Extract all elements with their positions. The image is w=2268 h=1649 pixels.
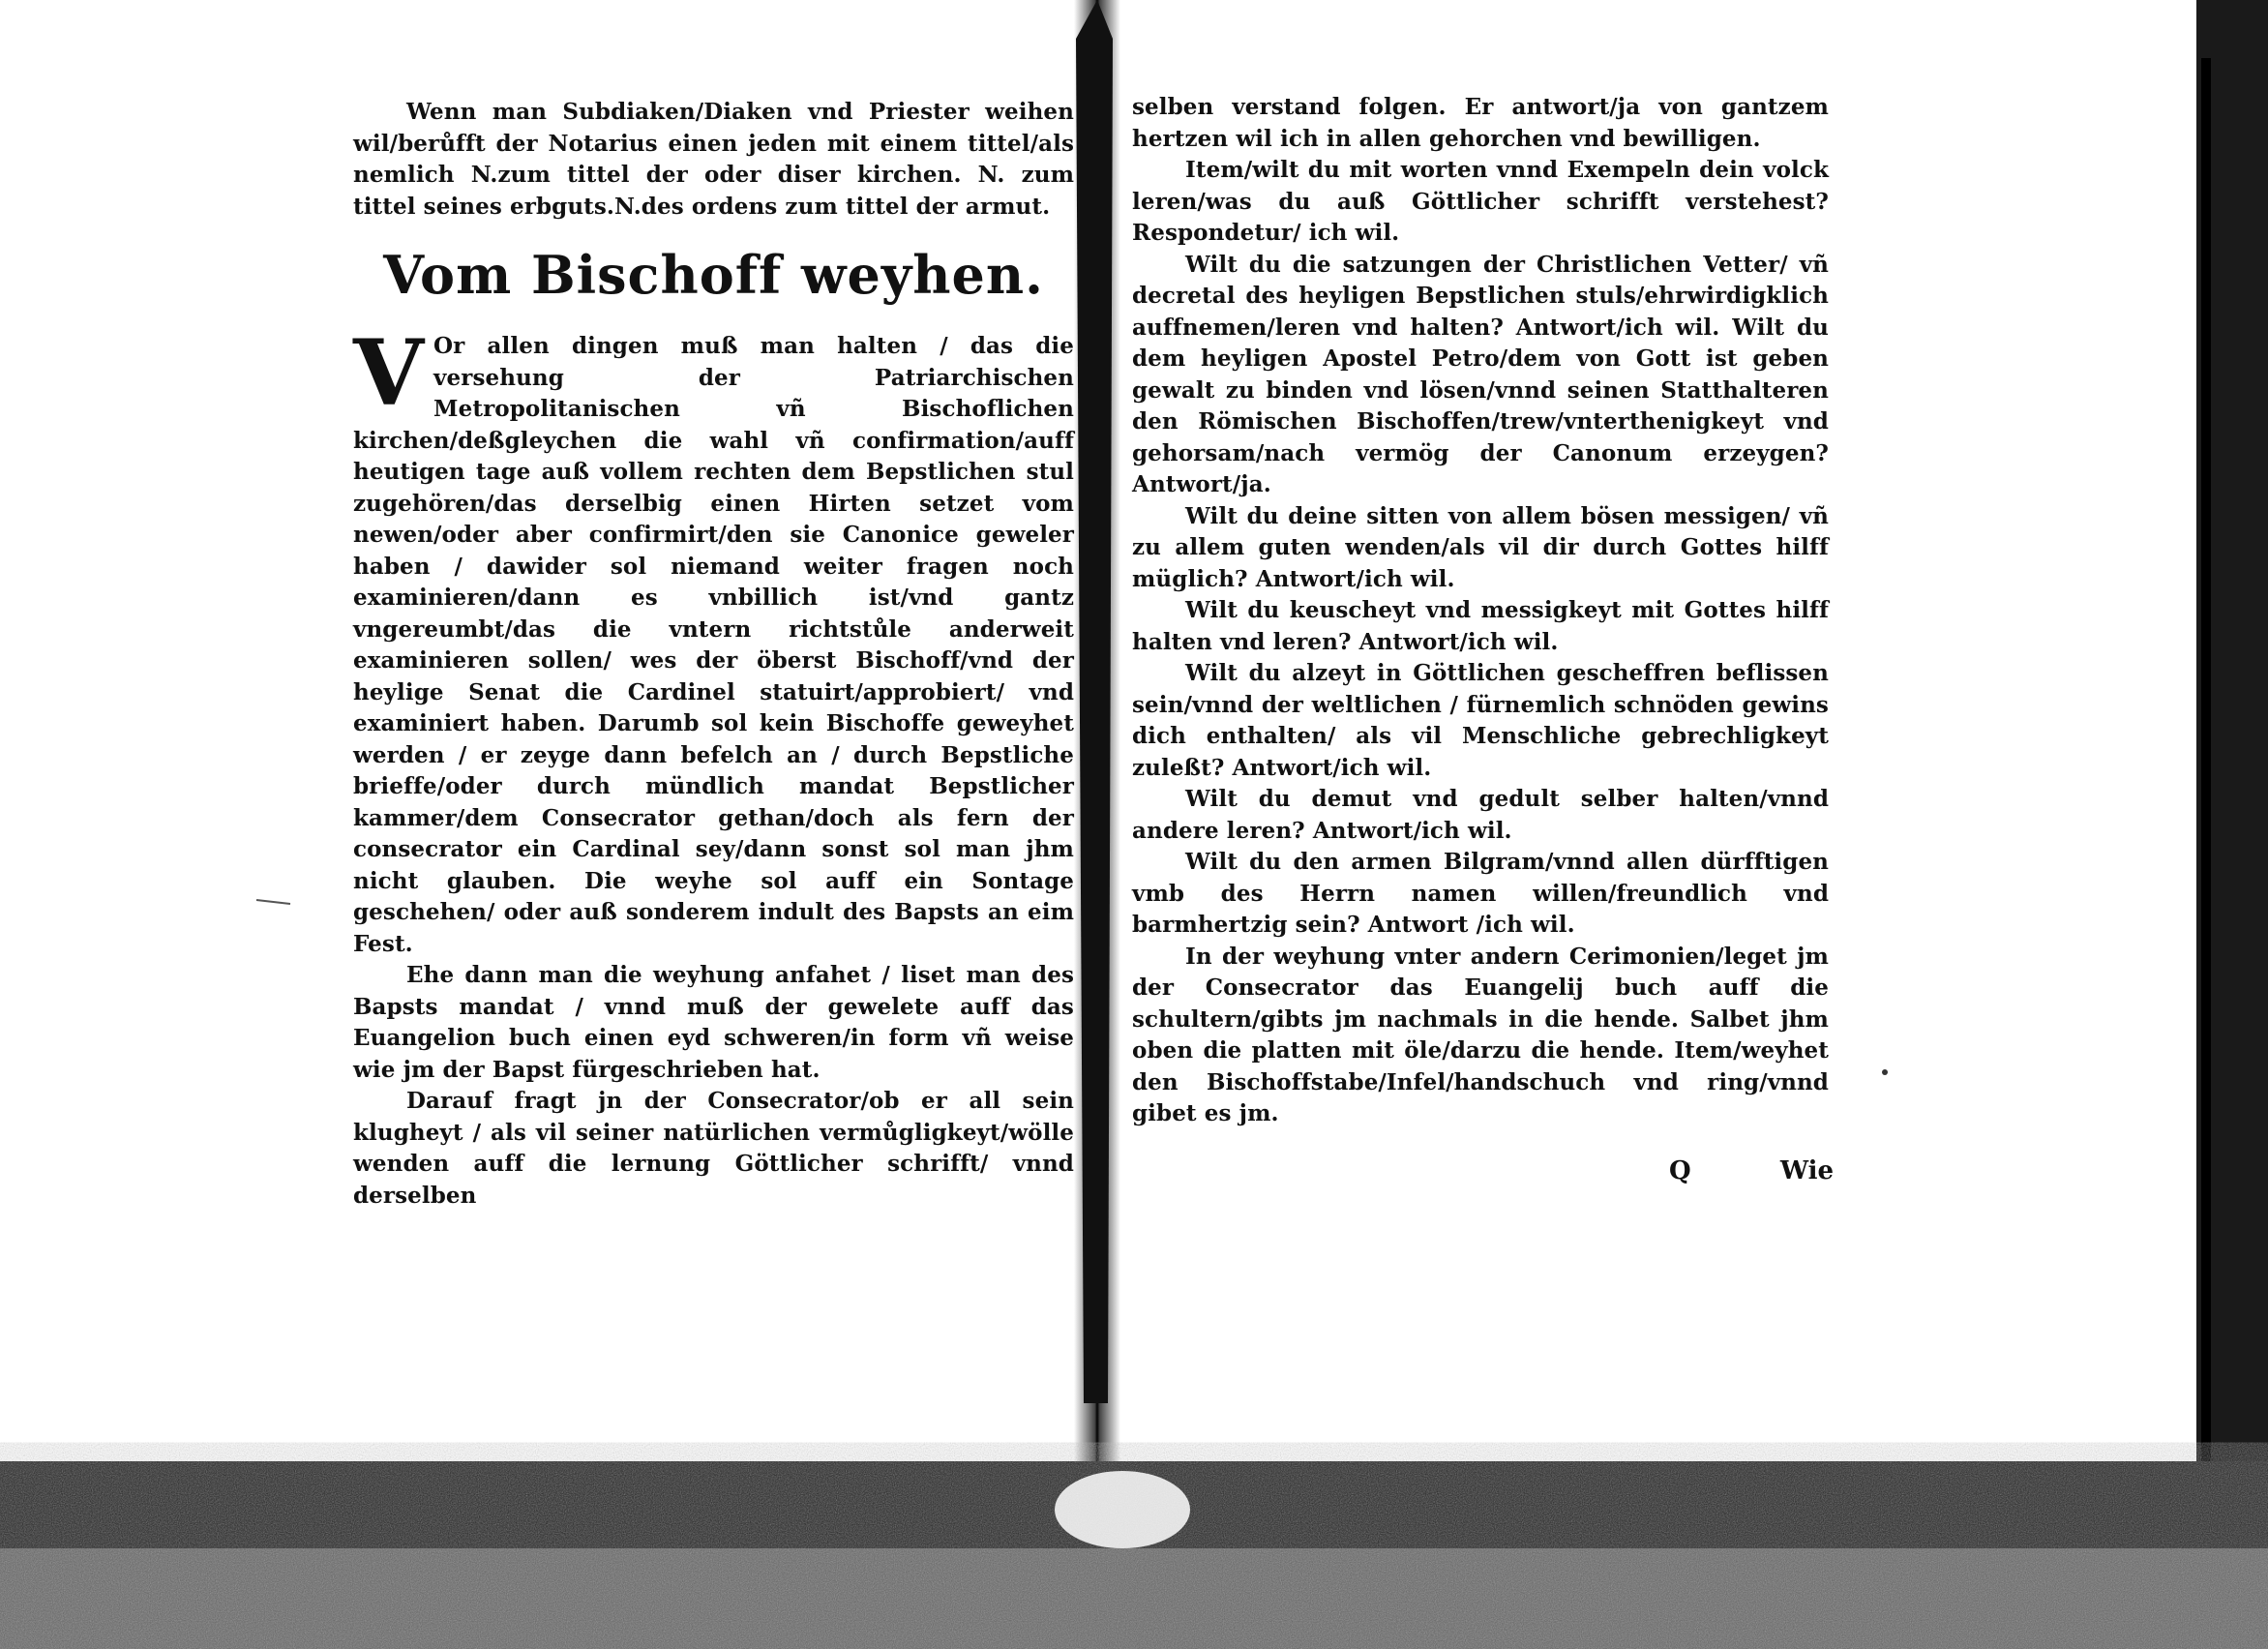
- right-paragraph-8: Wilt du den armen Bilgram/vnnd allen dürfftigen vmb des Herrn namen willen/freundlich vnd barmhertzig sein? Antwort /ich wil.: [1132, 849, 1829, 938]
- left-paragraph-2: Ehe dann man die weyhung anfahet / liset man des Bapsts mandat / vnnd muß der gewelete auff das Euangelion buch einen eyd schweren/in form vñ weise wie jm der Bapst fürgeschrieben hat.: [353, 962, 1074, 1083]
- left-paragraph-1-text: Or allen dingen muß man halten / das die versehung der Patriarchischen Metropolitanischen vñ Bischoflichen kirchen/deßgleychen die wahl vñ confirmation/auff heutigen tage auß vollem rechten dem Bepstlichen stul zugehören/das derselbig einen Hirten setzet vom newen/oder aber confirmirt/den sie Canonice geweler haben / dawider sol niemand weiter fragen noch examinieren/dann es vnbillich ist/vnd gantz vngereumbt/das die vntern richtstůle anderweit examinieren sollen/ wes der öberst Bischoff/vnd der heylige Senat die Cardinel statuirt/approbiert/ vnd examiniert haben. Darumb sol kein Bischoffe geweyhet werden / er zeyge dann befelch an / durch Bepstliche brieffe/oder durch mündlich mandat Bepstlicher kammer/dem Consecrator gethan/doch als fern der consecrator ein Cardinal sey/dann sonst sol man jhm nicht glauben. Die weyhe sol auff ein Sontage geschehen/ oder auß sonderem indult des Bapsts an eim Fest.: [353, 333, 1074, 957]
- right-paragraph-1: selben verstand folgen. Er antwort/ja von gantzem hertzen wil ich in allen gehorchen vnd bewilligen.: [1132, 94, 1829, 152]
- left-paragraph-1: [353, 320, 1074, 960]
- left-intro-text: Wenn man Subdiaken/Diaken vnd Priester weihen wil/berůfft der Notarius einen jeden mit einem tittel/als nemlich N.zum tittel der oder diser kirchen. N. zum tittel seines erbguts.N.des ordens zum tittel der armut.: [353, 99, 1074, 220]
- right-paragraph-7: Wilt du demut vnd gedult selber halten/vnnd andere leren? Antwort/ich wil.: [1132, 786, 1829, 844]
- section-heading: Vom Bischoff weyhen.: [383, 244, 1044, 306]
- right-paragraph-5: Wilt du keuscheyt vnd messigkeyt mit Gottes hilff halten vnd leren? Antwort/ich wil.: [1132, 597, 1829, 655]
- catchword: Wie: [1779, 1156, 1834, 1185]
- right-page: [1132, 92, 1829, 1205]
- right-paragraph-2: Item/wilt du mit worten vnnd Exempeln dein volck leren/was du auß Göttlicher schrifft verstehest? Respondetur/ ich wil.: [1132, 157, 1829, 246]
- right-paragraph-9: In der weyhung vnter andern Cerimonien/leget jm der Consecrator das Euangelij buch auff die schultern/gibts jm nachmals in die hende. Salbet jhm oben die platten mit öle/darzu die hende. Item/weyhet den Bischoffstabe/Infel/handschuch vnd ring/vnnd gibet es jm.: [1132, 943, 1829, 1126]
- drop-cap: V: [353, 320, 425, 427]
- right-paragraph-3: Wilt du die satzungen der Christlichen Vetter/ vñ decretal des heyligen Bepstlichen stuls/ehrwirdigklich auffnemen/leren vnd halten? Antwort/ich wil. Wilt du dem heyligen Apostel Petro/dem von Gott ist geben gewalt zu binden vnd lösen/vnnd seinen Statthalteren den Römischen Bischoffen/trew/vnterthenigkeyt vnd gehorsam/nach vermög der Canonum erzeygen? Antwort/ja.: [1132, 251, 1829, 497]
- right-paragraph-4: Wilt du deine sitten von allem bösen messigen/ vñ zu allem guten wenden/als vil dir durch Gottes hilff müglich? Antwort/ich wil.: [1132, 502, 1829, 592]
- left-paragraph-3: Darauf fragt jn der Consecrator/ob er all sein klugheyt / als vil seiner natürlichen vermůgligkeyt/wölle wenden auff die lernung Göttlicher schrifft/ vnnd derselben: [353, 1088, 1074, 1209]
- page-footer: [1669, 1156, 1834, 1195]
- left-page: [353, 97, 1074, 1452]
- left-intro-paragraph: [353, 97, 1074, 223]
- signature-mark: Q: [1669, 1156, 1691, 1185]
- right-paragraph-6: Wilt du alzeyt in Göttlichen gescheffren beflissen sein/vnnd der weltlichen / fürnemlich schnöden gewins dich enthalten/ als vil Menschliche gebrechligkeyt zuleßt? Antwort/ich wil.: [1132, 660, 1829, 781]
